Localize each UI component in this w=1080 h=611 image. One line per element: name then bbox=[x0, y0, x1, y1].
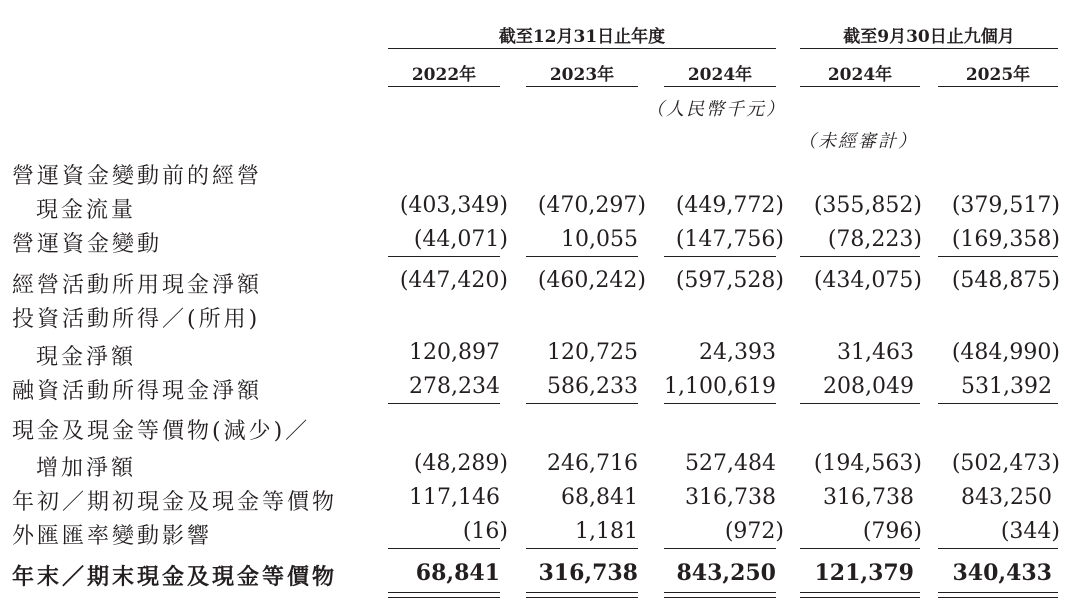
table-cell: 246,716 bbox=[547, 451, 638, 476]
table-cell: 531,392 bbox=[961, 374, 1052, 399]
subtotal-rule bbox=[388, 403, 500, 404]
table-cell: 843,250 bbox=[676, 560, 776, 586]
group-header-nine-months: 截至9月30日止九個月 bbox=[843, 27, 1015, 47]
table-cell: (403,349) bbox=[399, 193, 508, 218]
row-label-net-cash-investing: 投資活動所得／(所用) bbox=[12, 307, 261, 332]
total-double-rule bbox=[526, 592, 638, 593]
table-cell: 1,181 bbox=[575, 519, 638, 544]
table-cell: 68,841 bbox=[415, 560, 500, 586]
table-cell: (355,852) bbox=[813, 193, 922, 218]
total-double-rule bbox=[664, 597, 776, 598]
table-cell: (379,517) bbox=[951, 193, 1060, 218]
table-cell: (78,223) bbox=[827, 227, 922, 252]
table-cell: (434,075) bbox=[813, 268, 922, 293]
table-cell: (502,473) bbox=[951, 451, 1060, 476]
table-cell: (484,990) bbox=[951, 340, 1060, 365]
table-cell: 586,233 bbox=[547, 374, 638, 399]
group-header-year-ended: 截至12月31日止年度 bbox=[498, 27, 666, 47]
year-header-2023: 2023年 bbox=[549, 65, 615, 85]
unaudited-note: （未經審計） bbox=[798, 131, 918, 152]
subtotal-rule bbox=[526, 548, 638, 549]
table-cell: (470,297) bbox=[537, 193, 646, 218]
table-cell: 316,738 bbox=[823, 485, 914, 510]
subtotal-rule bbox=[938, 548, 1058, 549]
table-cell: 120,897 bbox=[409, 340, 500, 365]
table-cell: 117,146 bbox=[409, 485, 500, 510]
year-underline bbox=[800, 86, 920, 87]
year-header-2025-nine-months: 2025年 bbox=[965, 65, 1031, 85]
table-cell: (972) bbox=[724, 519, 784, 544]
year-underline bbox=[664, 86, 776, 87]
total-double-rule bbox=[800, 597, 920, 598]
row-label-net-cash-operating: 經營活動所用現金淨額 bbox=[12, 273, 263, 298]
row-label-operating-before-wc-line2: 現金流量 bbox=[36, 198, 137, 223]
total-double-rule bbox=[938, 592, 1058, 593]
row-label-working-capital-changes: 營運資金變動 bbox=[12, 232, 163, 257]
subtotal-rule bbox=[664, 256, 776, 257]
table-cell: (16) bbox=[462, 519, 508, 544]
table-cell: (44,071) bbox=[413, 227, 508, 252]
table-cell: 31,463 bbox=[837, 340, 914, 365]
subtotal-rule bbox=[388, 256, 500, 257]
table-cell: (460,242) bbox=[537, 268, 646, 293]
subtotal-rule bbox=[800, 548, 920, 549]
table-cell: 121,379 bbox=[814, 560, 914, 586]
subtotal-rule bbox=[388, 548, 500, 549]
year-underline bbox=[938, 86, 1058, 87]
table-cell: 120,725 bbox=[547, 340, 638, 365]
total-double-rule bbox=[388, 597, 500, 598]
table-cell: (147,756) bbox=[675, 227, 784, 252]
total-double-rule bbox=[526, 597, 638, 598]
table-cell: (194,563) bbox=[813, 451, 922, 476]
table-cell: 340,433 bbox=[952, 560, 1052, 586]
table-cell: (597,528) bbox=[675, 268, 784, 293]
row-label-opening-cash: 年初／期初現金及現金等價物 bbox=[12, 490, 338, 515]
subtotal-rule bbox=[800, 256, 920, 257]
year-header-2024-nine-months: 2024年 bbox=[827, 65, 893, 85]
subtotal-rule bbox=[938, 256, 1058, 257]
total-double-rule bbox=[388, 592, 500, 593]
subtotal-rule bbox=[938, 403, 1058, 404]
subtotal-rule bbox=[664, 548, 776, 549]
currency-note: （人民幣千元） bbox=[646, 99, 786, 120]
row-label-net-cash-investing-line2: 現金淨額 bbox=[36, 345, 137, 370]
group-underline-1 bbox=[388, 48, 776, 49]
table-cell: 316,738 bbox=[685, 485, 776, 510]
table-cell: 843,250 bbox=[961, 485, 1052, 510]
row-label-operating-before-wc: 營運資金變動前的經營 bbox=[12, 164, 263, 189]
table-cell: (548,875) bbox=[951, 268, 1060, 293]
total-double-rule bbox=[664, 592, 776, 593]
table-cell: (449,772) bbox=[675, 193, 784, 218]
row-label-net-change-cash-line2: 增加淨額 bbox=[36, 456, 137, 481]
table-cell: 10,055 bbox=[561, 227, 638, 252]
year-header-2024: 2024年 bbox=[687, 65, 753, 85]
year-underline bbox=[388, 86, 500, 87]
subtotal-rule bbox=[526, 403, 638, 404]
table-cell: (48,289) bbox=[413, 451, 508, 476]
table-cell: 208,049 bbox=[823, 374, 914, 399]
row-label-net-change-cash: 現金及現金等價物(減少)／ bbox=[12, 419, 311, 444]
row-label-closing-cash: 年末／期末現金及現金等價物 bbox=[12, 564, 338, 590]
row-label-fx-effect: 外匯匯率變動影響 bbox=[12, 524, 213, 549]
total-double-rule bbox=[800, 592, 920, 593]
table-cell: 1,100,619 bbox=[664, 374, 776, 399]
table-cell: 278,234 bbox=[409, 374, 500, 399]
table-cell: (796) bbox=[862, 519, 922, 544]
table-cell: 316,738 bbox=[538, 560, 638, 586]
table-cell: 68,841 bbox=[561, 485, 638, 510]
group-underline-2 bbox=[800, 48, 1058, 49]
table-cell: (447,420) bbox=[399, 268, 508, 293]
table-cell: 24,393 bbox=[699, 340, 776, 365]
table-cell: (344) bbox=[1000, 519, 1060, 544]
subtotal-rule bbox=[800, 403, 920, 404]
total-double-rule bbox=[938, 597, 1058, 598]
subtotal-rule bbox=[526, 256, 638, 257]
table-cell: 527,484 bbox=[685, 451, 776, 476]
table-cell: (169,358) bbox=[951, 227, 1060, 252]
subtotal-rule bbox=[664, 403, 776, 404]
row-label-net-cash-financing: 融資活動所得現金淨額 bbox=[12, 379, 263, 404]
year-underline bbox=[526, 86, 638, 87]
year-header-2022: 2022年 bbox=[411, 65, 477, 85]
